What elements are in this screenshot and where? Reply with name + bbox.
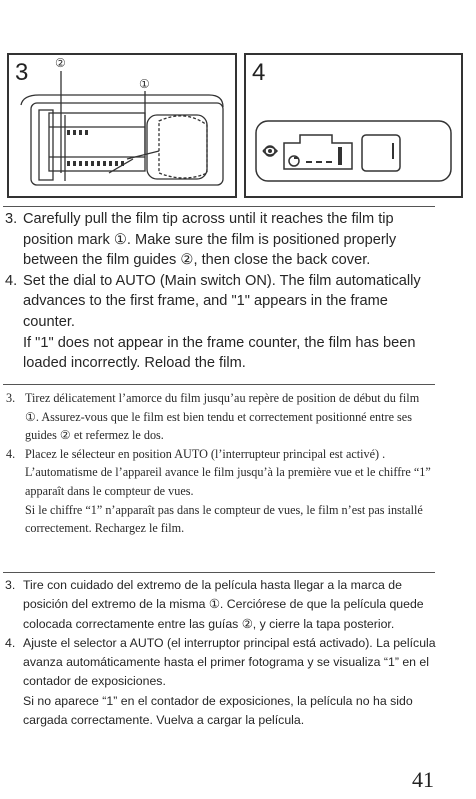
step-number: 4. xyxy=(5,635,16,650)
callout-1: ① xyxy=(139,77,150,91)
note-english: If "1" does not appear in the frame counter, the film has been loaded incorrectly. Reload the film. xyxy=(23,334,416,372)
step-text: Placez le sélecteur en position AUTO (l’interrupteur principal est activé) . L’automatisme de l’appareil avance le film jusqu’à la première vue et le chiffre “1” apparaît dans le compteur de vues. xyxy=(25,446,431,498)
step-4-english xyxy=(0,271,436,333)
section-divider-english xyxy=(3,206,435,207)
step-number: 3. xyxy=(5,211,18,227)
step-text: Ajuste el selector a AUTO (el interruptor principal está activado). La película avanza automáticamente hasta el primer fotograma y se visualiza “1” en el contador de exposiciones. xyxy=(23,635,436,689)
camera-back-illustration xyxy=(9,55,235,196)
step-4-french xyxy=(0,445,436,501)
step-text: Carefully pull the film tip across until it reaches the film tip position mark ①. Make sure the film is positioned properly between the film guides ②, then close the back cover. xyxy=(23,211,397,269)
step-text: Tire con cuidado del extremo de la película hasta llegar a la marca de posición del extremo de la misma ①. Cerciórese de que la película quede colocada correctamente entre las guías ②, y cierre la tapa posterior. xyxy=(23,578,424,631)
step-number: 3. xyxy=(5,578,16,592)
step-number: 3. xyxy=(6,391,16,405)
callout-2: ② xyxy=(55,56,66,70)
step-4-spanish xyxy=(0,634,436,692)
step-text: Set the dial to AUTO (Main switch ON). The film automatically advances to the first frame, and "1" appears in the frame counter. xyxy=(23,272,421,330)
section-divider-spanish xyxy=(3,572,435,573)
figure-3-film-loading xyxy=(7,53,237,198)
frame-counter-illustration xyxy=(246,55,461,196)
figure-3-number: 3 xyxy=(15,59,29,86)
section-divider-french xyxy=(3,384,435,385)
note-french: Si le chiffre “1” n’apparaît pas dans le compteur de vues, le film n’est pas installé correctement. Rechargez le film. xyxy=(25,502,423,536)
step-number: 4. xyxy=(6,446,16,461)
step-3-french xyxy=(0,389,436,445)
instructions-french xyxy=(0,389,436,538)
step-3-spanish xyxy=(0,576,436,634)
figure-4-frame-counter xyxy=(244,53,463,198)
step-text: Tirez délicatement l’amorce du film jusqu’au repère de position de début du film ①. Assurez-vous que le film est bien tendu et correctement positionné entre ses guides ② et refermez le dos. xyxy=(25,391,420,443)
page-number: 41 xyxy=(412,767,434,792)
instructions-spanish xyxy=(0,576,436,730)
instructions-english xyxy=(0,209,436,374)
step-number: 4. xyxy=(5,272,18,289)
step-3-english xyxy=(0,209,436,271)
figure-4-number: 4 xyxy=(252,59,266,86)
note-spanish: Si no aparece “1” en el contador de exposiciones, la película no ha sido cargada correctamente. Vuelva a cargar la película. xyxy=(23,693,413,728)
